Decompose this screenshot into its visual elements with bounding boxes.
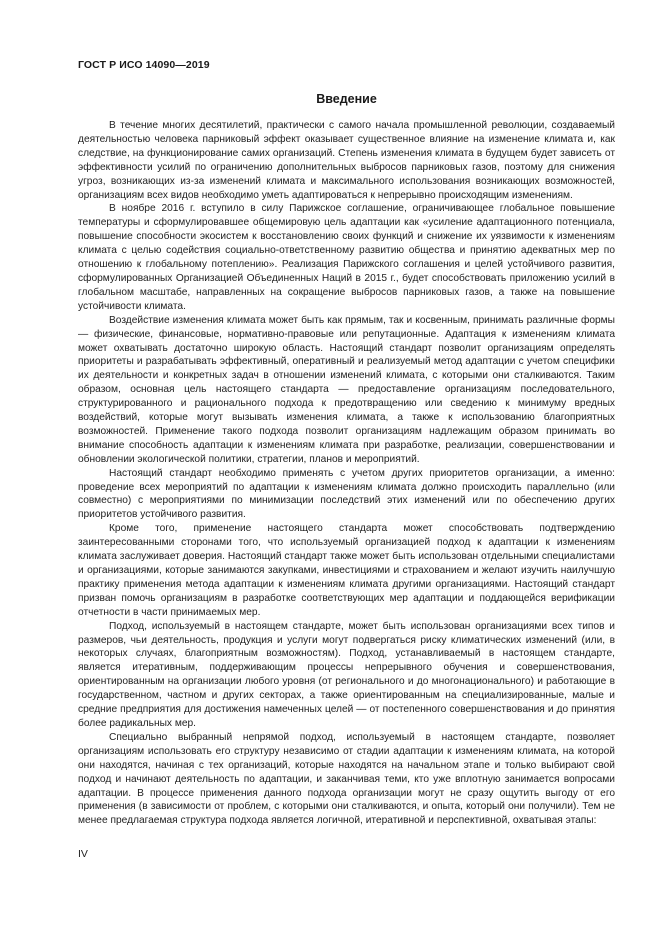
- section-title: Введение: [316, 92, 377, 106]
- paragraph: Подход, используемый в настоящем стандарте, может быть использован организациями всех типов и размеров, чьи деятельность, продукция и услуги могут подвергаться риску климатических изменений (или, в некоторых случаях, благоприятным возможностям). Подход, устанавливаемый в настоящем стандарте, является итеративным, поддерживающим процессы непрерывного обучения и совершенствования, ориентированным на организации любого уровня (от регионального и до многонационального) и работающие в государственном, частном и других секторах, а также ориентированным на специализированные, малые и средние предприятия для достижения намеченных целей — от постепенного совершенствования и до принятия более радикальных мер.: [78, 620, 615, 729]
- paragraph: Кроме того, применение настоящего стандарта может способствовать подтверждению заинтересованными сторонами того, что используемый организацией подход к адаптации к изменениям климата заслуживает доверия. Настоящий стандарт также может быть использован отдельными специалистами и организациями, которые занимаются закупками, инвестициями и страхованием и желают изучить наилучшую практику применения метода адаптации к изменениям климата другими организациями. Настоящий стандарт призван помочь организациям в разработке соответствующих мер адаптации и поддающейся верификации отчетности в части принимаемых мер.: [78, 523, 615, 618]
- paragraph: В течение многих десятилетий, практически с самого начала промышленной революции, создаваемый деятельностью человека парниковый эффект оказывает существенное влияние на изменение климата и, как следствие, на функционирование самих организаций. Степень изменения климата в будущем будет зависеть от эффективности усилий по ограничению дополнительных выбросов парниковых газов, поэтому для снижения угроз, возникающих из-за изменений климата и максимального использования возникающих возможностей, организациям всех видов необходимо уметь адаптироваться к непрерывно происходящим изменениям.: [78, 120, 615, 201]
- paragraph: Настоящий стандарт необходимо применять с учетом других приоритетов организации, а именно: проведение всех мероприятий по адаптации к изменениям климата должно происходить параллельно (или совместно) с мероприятиями по минимизации последствий этих изменений или по обеспечению других приоритетов устойчивого развития.: [78, 467, 615, 521]
- paragraph: Воздействие изменения климата может быть как прямым, так и косвенным, принимать различные формы — физические, финансовые, нормативно-правовые или репутационные. Адаптация к изменениям климата может охватывать достаточно широкую область. Настоящий стандарт позволит организациям определять приоритеты и разрабатывать эффективный, оперативный и реализуемый метод адаптации с учетом специфики их деятельности и конкретных задач в отношении изменений климата, с которыми они сталкиваются. Таким образом, основная цель настоящего стандарта — предоставление организациям последовательного, структурированного и рационального подхода к предотвращению или сведению к минимуму вредных воздействий, которые могут вызывать изменения климата, а также к использованию благоприятных возможностей. Применение такого подхода позволит организациям надлежащим образом принимать во внимание способность адаптации к изменениям климата при разработке, реализации, совершенствовании и обновлении экологической политики, стратегии, планов и мероприятий.: [78, 314, 615, 465]
- page-number: IV: [78, 848, 88, 860]
- paragraph: В ноябре 2016 г. вступило в силу Парижское соглашение, ограничивающее глобальное повышение температуры и сформулировавшее общемировую цель адаптации как «усиление адаптационного потенциала, повышение способности экосистем к восстановлению своих функций и снижение их уязвимости к изменениям климата с целью содействия социально-ответственному развитию общества и принятию адекватных мер по отношению к глобальному потеплению». Реализация Парижского соглашения и целей устойчивого развития, сформулированных Организацией Объединенных Наций в 2015 г., будет способствовать приложению усилий в глобальном масштабе, направленных на сокращение выбросов парниковых газов, а также на повышение устойчивости климата.: [78, 203, 615, 312]
- body-text: [78, 119, 615, 828]
- paragraph: Специально выбранный непрямой подход, используемый в настоящем стандарте, позволяет организациям использовать его структуру независимо от стадии адаптации к изменениям климата, на которой они находятся, начиная с тех организаций, которые находятся на начальном этапе и только выбирают свой подход и начинают деятельность по адаптации, и заканчивая теми, кто уже вплотную занимается вопросами адаптации. В процессе применения данного подхода организации могут не сразу ощутить выгоду от его применения (в зависимости от проблем, с которыми они сталкиваются, и опыта, который они получили). Тем не менее предлагаемая структура подхода является логичной, итеративной и перспективной, охватывая этапы:: [78, 731, 615, 827]
- standard-code-header: ГОСТ Р ИСО 14090—2019: [78, 59, 210, 71]
